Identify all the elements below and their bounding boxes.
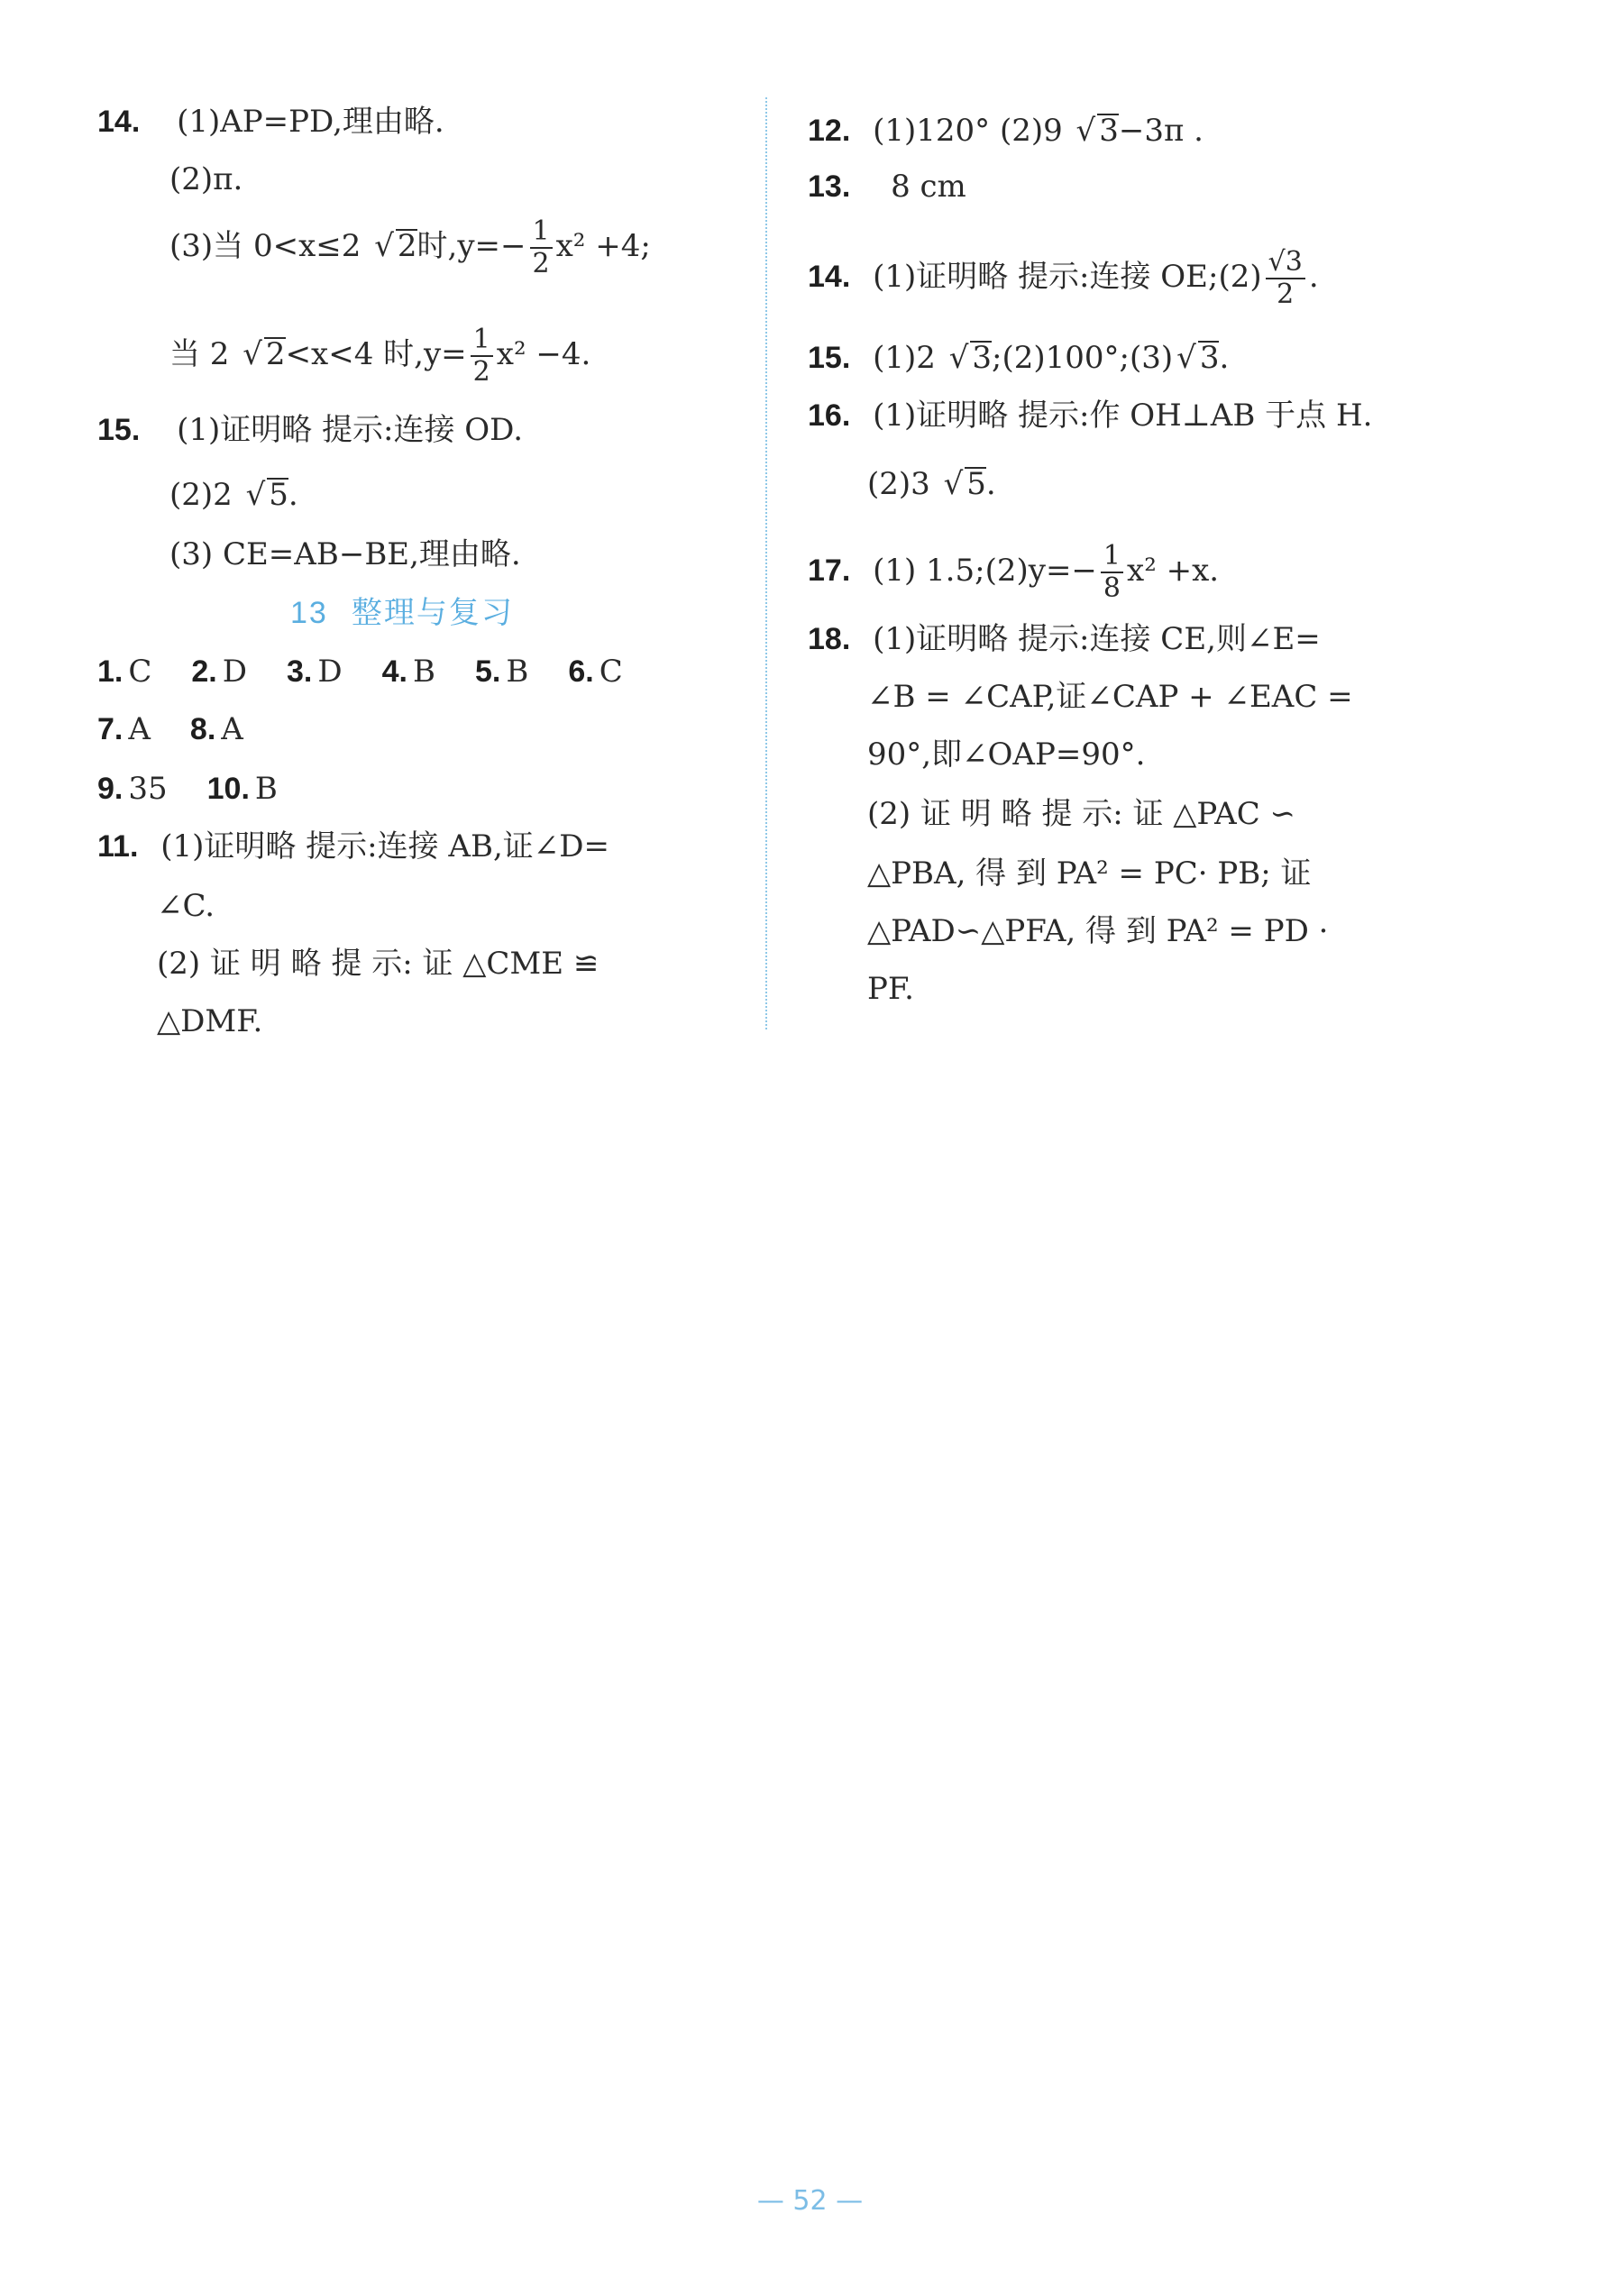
answer-15-part2: (2)2 √ 5. bbox=[169, 477, 298, 513]
fraction: $\frac{1}{8}$ bbox=[1101, 543, 1123, 602]
question-number: 2. bbox=[191, 654, 217, 689]
mc-answer-item bbox=[381, 654, 435, 690]
mc-answer-item bbox=[97, 771, 168, 807]
answer-16-line1 bbox=[808, 398, 1373, 434]
answer-text: . bbox=[1219, 340, 1230, 376]
answer-choice: 35 bbox=[128, 771, 168, 807]
question-number: 11. bbox=[97, 829, 139, 864]
question-number: 10. bbox=[206, 772, 250, 806]
question-number: 16. bbox=[808, 398, 851, 433]
answer-text: (1) 1.5;(2)y=− bbox=[873, 553, 1097, 589]
answer-choice: B bbox=[412, 654, 435, 690]
answer-text: x² +x. bbox=[1127, 553, 1220, 589]
answer-11-line2: ∠C. bbox=[157, 888, 215, 924]
question-number: 8. bbox=[189, 712, 216, 746]
answer-text: (3)当 0<x≤2 bbox=[169, 228, 371, 264]
question-number: 3. bbox=[287, 654, 313, 689]
fraction: $\frac{√3}{2}$ bbox=[1266, 249, 1305, 308]
section-heading bbox=[290, 588, 514, 632]
mc-answer-item bbox=[191, 654, 247, 690]
question-number: 4. bbox=[381, 654, 407, 689]
mc-answer-item bbox=[287, 654, 343, 690]
answer-18-line3: 90°,即∠OAP=90°. bbox=[867, 736, 1146, 773]
answer-16-line2: (2)3 √ 5. bbox=[867, 466, 996, 502]
question-number: 9. bbox=[97, 772, 124, 806]
answer-text: . bbox=[1308, 259, 1319, 295]
section-title: 整理与复习 bbox=[351, 595, 514, 631]
answer-text: (1)证明略 提示:连接 CE,则∠E= bbox=[873, 621, 1321, 657]
answer-choice: B bbox=[506, 654, 529, 690]
mc-answer-item bbox=[97, 654, 152, 690]
answer-text: . bbox=[288, 477, 298, 513]
answer-text: x² −4. bbox=[496, 336, 591, 372]
question-number: 7. bbox=[97, 712, 124, 746]
answer-choice: B bbox=[254, 771, 278, 807]
radicand: 3 bbox=[1099, 113, 1119, 149]
answer-text: (1)证明略 提示:作 OH⊥AB 于点 H. bbox=[873, 398, 1373, 434]
question-number: 6. bbox=[568, 654, 594, 689]
radicand: 2 bbox=[265, 336, 286, 372]
answer-18-line2: ∠B = ∠CAP,证∠CAP + ∠EAC = bbox=[867, 679, 1353, 715]
answer-11-line4: △DMF. bbox=[157, 1003, 263, 1039]
answer-choice: D bbox=[222, 654, 247, 690]
mc-answer-item bbox=[568, 654, 623, 690]
answer-14-part2: (2)π. bbox=[169, 161, 243, 197]
answer-text: (1)证明略 提示:连接 OD. bbox=[177, 412, 524, 448]
answer-17 bbox=[808, 540, 1220, 604]
answer-text: 当 2 bbox=[169, 336, 240, 372]
answer-choice: A bbox=[221, 711, 243, 747]
radicand: 5 bbox=[966, 466, 986, 502]
question-number: 14. bbox=[97, 105, 141, 139]
answer-text: (1)2 bbox=[873, 340, 946, 376]
answer-text: ;(2)100°;(3) bbox=[992, 340, 1174, 376]
answer-18-line6: △PAD∽△PFA, 得 到 PA² = PD · bbox=[867, 913, 1329, 949]
answer-text: (1)120° (2)9 bbox=[873, 113, 1073, 149]
answer-choice: A bbox=[128, 711, 151, 747]
question-number: 1. bbox=[97, 654, 124, 689]
answer-18-line1 bbox=[808, 621, 1321, 657]
question-number: 15. bbox=[97, 413, 141, 447]
answer-18-line7: PF. bbox=[867, 971, 914, 1007]
answer-choice: C bbox=[599, 654, 623, 690]
radicand: 3 bbox=[1199, 340, 1220, 376]
question-number: 12. bbox=[808, 114, 851, 148]
answer-14-part3a: (3)当 0<x≤2 √ 2时,y=− $\frac{1}{2}$ x² +4; bbox=[169, 215, 651, 279]
answer-15: 15. (1)2 √ 3;(2)100°;(3) √ 3. bbox=[808, 340, 1230, 376]
answer-text: (1)证明略 提示:连接 AB,证∠D= bbox=[160, 828, 610, 864]
mc-answers-row1 bbox=[97, 654, 663, 690]
answer-text: 时,y=− bbox=[416, 228, 526, 264]
radicand: 3 bbox=[972, 340, 992, 376]
mc-answer-item bbox=[97, 711, 151, 747]
question-number: 18. bbox=[808, 622, 851, 656]
radicand: 5 bbox=[269, 477, 288, 513]
answer-11-line3: (2) 证 明 略 提 示: 证 △CME ≌ bbox=[157, 946, 599, 982]
answer-15-part1 bbox=[97, 412, 524, 448]
answer-15-part3: (3) CE=AB−BE,理由略. bbox=[169, 536, 521, 572]
answer-text: −3π . bbox=[1118, 113, 1204, 149]
answer-18-line4: (2) 证 明 略 提 示: 证 △PAC ∽ bbox=[867, 796, 1296, 832]
answer-text: . bbox=[985, 466, 996, 502]
section-number: 13 bbox=[290, 596, 328, 630]
answer-text: (2)2 bbox=[169, 477, 243, 513]
question-number: 17. bbox=[808, 553, 851, 588]
answer-text: (1)AP=PD,理由略. bbox=[177, 104, 444, 140]
question-number: 13. bbox=[808, 169, 851, 204]
answer-14-part1 bbox=[97, 104, 444, 140]
answer-11-line1 bbox=[97, 828, 610, 864]
radicand: 2 bbox=[397, 228, 417, 264]
column-divider bbox=[765, 97, 767, 1029]
mc-answers-row3 bbox=[97, 771, 317, 807]
answer-choice: D bbox=[317, 654, 343, 690]
answer-text: x² +4; bbox=[555, 228, 651, 264]
mc-answer-item bbox=[189, 711, 243, 747]
question-number: 15. bbox=[808, 341, 851, 375]
answer-text: (1)证明略 提示:连接 OE;(2) bbox=[873, 259, 1262, 295]
answer-12: 12. (1)120° (2)9 √ 3−3π . bbox=[808, 113, 1204, 149]
answer-choice: C bbox=[128, 654, 152, 690]
mc-answers-row2 bbox=[97, 711, 283, 747]
answer-14 bbox=[808, 246, 1319, 310]
fraction: $\frac{1}{2}$ bbox=[471, 326, 493, 386]
answer-13 bbox=[808, 169, 966, 205]
mc-answer-item bbox=[206, 771, 278, 807]
answer-text: (2)3 bbox=[867, 466, 940, 502]
answer-18-line5: △PBA, 得 到 PA² = PC· PB; 证 bbox=[867, 855, 1312, 892]
fraction: $\frac{1}{2}$ bbox=[530, 218, 553, 278]
answer-14-part3b: 当 2 √ 2<x<4 时,y= $\frac{1}{2}$ x² −4. bbox=[169, 324, 591, 388]
answer-text: 8 cm bbox=[891, 169, 966, 205]
question-number: 14. bbox=[808, 260, 851, 294]
page-number: — 52 — bbox=[756, 2185, 864, 2217]
answer-text: <x<4 时,y= bbox=[285, 336, 467, 372]
question-number: 5. bbox=[474, 654, 501, 689]
mc-answer-item bbox=[474, 654, 529, 690]
